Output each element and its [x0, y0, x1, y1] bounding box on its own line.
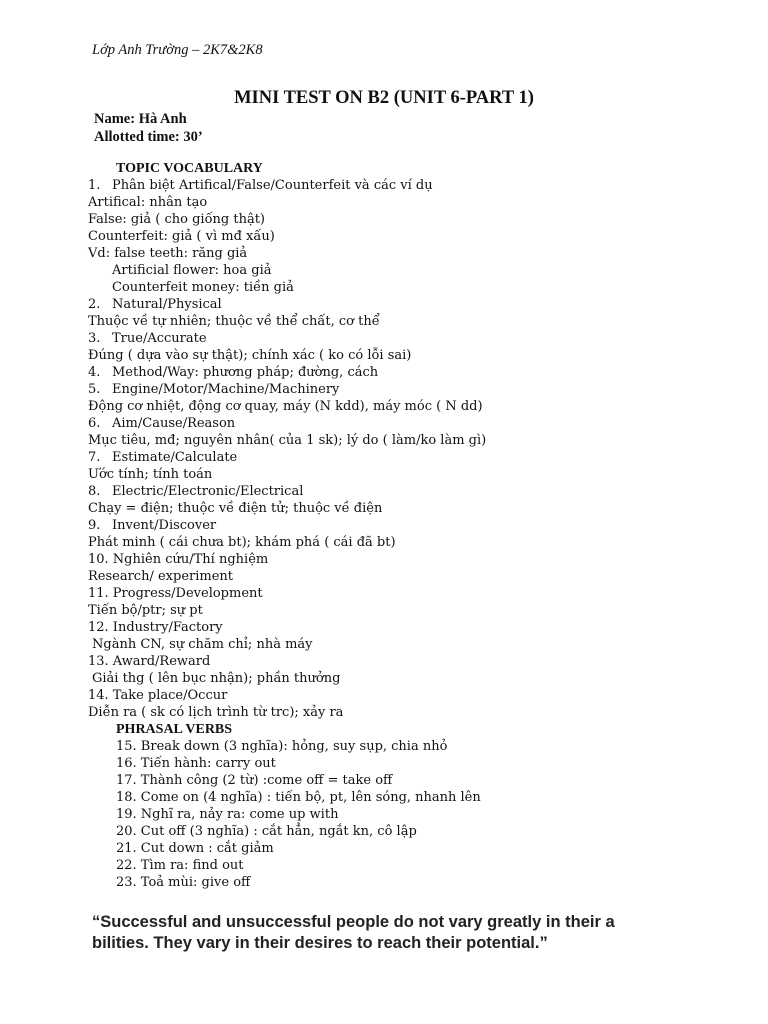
vocab-line	[88, 517, 748, 534]
vocab-text: False: giả ( cho giống thật)	[88, 212, 266, 227]
phrasal-verb-item: 15. Break down (3 nghĩa): hỏng, suy sụp, chia nhỏ	[116, 739, 448, 754]
vocab-line	[88, 381, 748, 398]
vocab-line	[88, 568, 748, 585]
phrasal-verb-item: 21. Cut down : cắt giảm	[116, 841, 274, 856]
phrasal-verb-item: 20. Cut off (3 nghĩa) : cắt hẳn, ngắt kn, cô lập	[116, 824, 417, 839]
vocab-text: Artifical: nhân tạo	[88, 195, 208, 210]
student-name: Name: Hà Anh	[94, 111, 187, 127]
vocab-line	[88, 636, 748, 653]
vocab-text: Ngành CN, sự chăm chỉ; nhà máy	[92, 637, 313, 652]
vocab-line	[88, 364, 748, 381]
vocab-text: 10. Nghiên cứu/Thí nghiệm	[88, 552, 269, 567]
quote-line-2: bilities. They vary in their desires to reach their potential.”	[92, 934, 548, 952]
vocab-text: Vd: false teeth: răng giả	[88, 246, 248, 261]
vocab-text: True/Accurate	[112, 331, 207, 346]
vocab-text: Giải thg ( lên bục nhận); phần thưởng	[92, 671, 341, 686]
vocab-text: Ước tính; tính toán	[88, 467, 213, 482]
vocab-line	[88, 687, 748, 704]
phrasal-verb-item: 18. Come on (4 nghĩa) : tiến bộ, pt, lên sóng, nhanh lên	[116, 790, 481, 805]
vocab-text: Invent/Discover	[112, 518, 217, 533]
vocab-line	[88, 245, 748, 262]
vocab-text: Tiến bộ/ptr; sự pt	[88, 603, 203, 618]
vocab-line	[88, 279, 748, 296]
vocab-line	[88, 398, 748, 415]
vocab-number: 1.	[88, 178, 101, 193]
vocab-line	[88, 602, 748, 619]
vocab-text: 13. Award/Reward	[88, 654, 211, 669]
vocab-line	[88, 653, 748, 670]
vocab-line	[88, 551, 748, 568]
vocab-line	[88, 296, 748, 313]
vocab-line	[88, 466, 748, 483]
vocab-line	[88, 415, 748, 432]
page-title: MINI TEST ON B2 (UNIT 6-PART 1)	[234, 88, 534, 108]
vocab-line	[88, 432, 748, 449]
vocab-number: 3.	[88, 331, 101, 346]
vocab-number: 2.	[88, 297, 101, 312]
test-meta	[94, 110, 203, 146]
vocab-line	[88, 177, 748, 194]
vocab-text: Engine/Motor/Machine/Machinery	[112, 382, 340, 397]
vocab-text: Natural/Physical	[112, 297, 222, 312]
motivational-quote	[92, 912, 692, 954]
vocab-line	[88, 483, 748, 500]
vocab-text: 11. Progress/Development	[88, 586, 263, 601]
vocabulary-list	[88, 160, 748, 891]
vocab-text: Counterfeit: giả ( vì mđ xấu)	[88, 229, 275, 244]
vocab-line	[88, 585, 748, 602]
vocab-text: Phân biệt Artifical/False/Counterfeit và các ví dụ	[112, 178, 433, 193]
vocab-line	[88, 313, 748, 330]
vocab-text: Thuộc về tự nhiên; thuộc về thể chất, cơ thể	[88, 314, 380, 329]
phrasal-verb-item: 17. Thành công (2 từ) :come off = take off	[116, 773, 393, 788]
vocab-line	[88, 347, 748, 364]
vocab-text: Artificial flower: hoa giả	[112, 263, 272, 278]
vocab-text: Method/Way: phương pháp; đường, cách	[112, 365, 379, 380]
vocab-line	[88, 670, 748, 687]
vocab-text: Động cơ nhiệt, động cơ quay, máy (N kdd), máy móc ( N dd)	[88, 399, 483, 414]
vocab-line	[88, 534, 748, 551]
vocab-line	[88, 704, 748, 721]
vocab-text: Diễn ra ( sk có lịch trình từ trc); xảy ra	[88, 705, 344, 720]
vocab-text: Đúng ( dựa vào sự thật); chính xác ( ko có lỗi sai)	[88, 348, 412, 363]
phrasal-verb-item: 19. Nghĩ ra, nảy ra: come up with	[116, 807, 339, 822]
vocab-text: Research/ experiment	[88, 569, 234, 584]
quote-line-1: “Successful and unsuccessful people do not vary greatly in their a	[92, 913, 615, 931]
vocab-line	[88, 211, 748, 228]
vocab-number: 6.	[88, 416, 101, 431]
vocab-text: Phát minh ( cái chưa bt); khám phá ( cái đã bt)	[88, 535, 396, 550]
phrasal-verb-item: 22. Tìm ra: find out	[116, 858, 244, 873]
vocab-text: Mục tiêu, mđ; nguyên nhân( của 1 sk); lý do ( làm/ko làm gì)	[88, 433, 487, 448]
vocab-line	[88, 449, 748, 466]
topic-vocabulary-heading: TOPIC VOCABULARY	[116, 161, 263, 176]
phrasal-verbs-heading: PHRASAL VERBS	[116, 722, 233, 737]
vocab-text: 12. Industry/Factory	[88, 620, 223, 635]
vocab-text: Estimate/Calculate	[112, 450, 238, 465]
phrasal-verb-item: 23. Toả mùi: give off	[116, 875, 251, 890]
vocab-number: 4.	[88, 365, 101, 380]
vocab-number: 8.	[88, 484, 101, 499]
vocab-line	[88, 194, 748, 211]
vocab-line	[88, 228, 748, 245]
vocab-number: 5.	[88, 382, 101, 397]
class-header: Lớp Anh Trường – 2K7&2K8	[92, 42, 263, 58]
vocab-line	[88, 619, 748, 636]
vocab-text: 14. Take place/Occur	[88, 688, 228, 703]
vocab-line	[88, 330, 748, 347]
vocab-number: 7.	[88, 450, 101, 465]
phrasal-verb-item: 16. Tiến hành: carry out	[116, 756, 276, 771]
vocab-text: Chạy = điện; thuộc về điện tử; thuộc về điện	[88, 501, 383, 516]
allotted-time: Allotted time: 30’	[94, 129, 203, 145]
vocab-number: 9.	[88, 518, 101, 533]
vocab-line	[88, 500, 748, 517]
vocab-line	[88, 262, 748, 279]
vocab-text: Aim/Cause/Reason	[112, 416, 236, 431]
vocab-text: Counterfeit money: tiền giả	[112, 280, 294, 295]
vocab-text: Electric/Electronic/Electrical	[112, 484, 304, 499]
